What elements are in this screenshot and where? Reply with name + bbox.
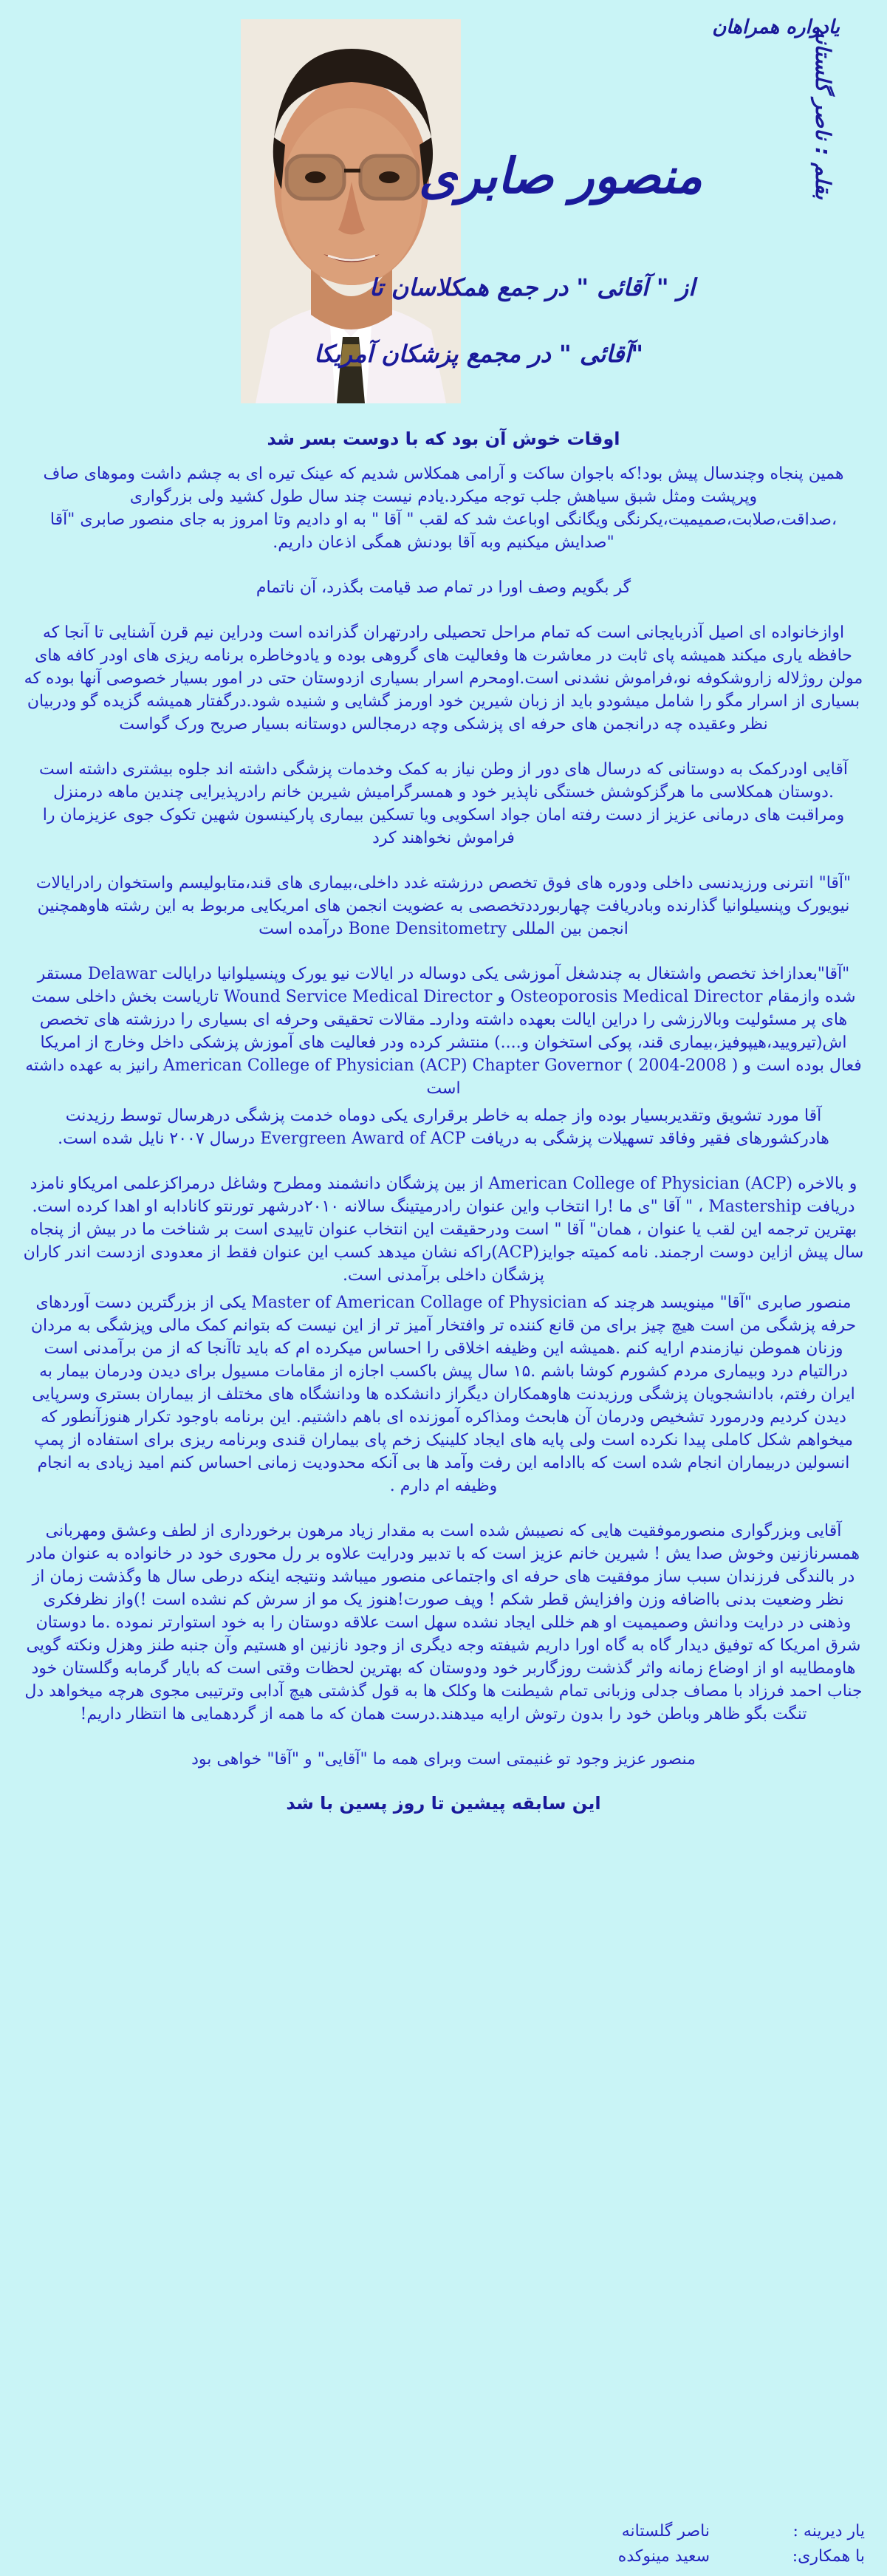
paragraph: همین پنجاه وچندسال پیش بود!که باجوان ساکت و آرامی همکلاس شدیم که عینک تیره ای به چشم داشت وموهای صاف وپرپشت ومثل شبق سیاهش جلب توجه میکرد.یادم نیست چند سال طول کشید ولی بزرگواری ،صداقت،صلابت،صمیمیت،یکرنگی ویگانگی اوباعث شد که لقب " آقا " به او دادیم وتا امروز به جای منصور صابری "آقا "صدایش میکنیم وبه آقا بودنش همگی اذعان داریم. bbox=[43, 465, 844, 552]
subtitle-line-2: "آقائی " در مجمع پزشکان آمریکا bbox=[314, 340, 643, 368]
article-body bbox=[22, 428, 865, 1824]
signature-role: با همکاری: bbox=[792, 2547, 865, 2566]
paragraph: و بالاخره American College of Physician (ACP) از بین پزشگان دانشمند ومطرح وشاغل درمراکزعلمی امریکاو نامزد دریافت Mastership ، " آقا "ی ما !را انتخاب واین عنوان رادرمیتینگ سالانه ۲۰۱۰درشهر تورنتو کانادابه او اهدا کرده است. بهترین ترجمه این لقب یا عنوان ، همان" آقا " است ودرحقیقت این انتخاب عنوان تاییدی است بر شناخت ما در بیش از پنجاه سال پیش ازاین دوست ارجمند. نامه کمیته جوایز(ACP)راکه نشان میدهد کسب این عنوان فقط از معدودی ازدست اندر کاران پزشگان داخلی برآمدنی است. bbox=[23, 1175, 864, 1285]
signature-row bbox=[481, 2519, 865, 2544]
paragraph: آقایی وبزرگواری منصورموفقیت هایی که نصیبش شده است به مقدار زیاد مرهون برخورداری از لطف وعشق ومهربانی همسرنازنین وخوش صدا یش ! شیرین خانم عزیز است که با تدبیر ودرایت علاوه بر رل محوری خود در خانواده به عنوان مادر در بالندگی فرزندان سبب ساز موفقیت های حرفه ای واجتماعی منصور میباشد ونتیجه اینکه درطی سال ها وگذشت زمان از نظر وضعیت بدنی بااضافه وزن وافزایش قطر شکم ! وپف صورت!هنوز یک مو از سرش کم نشده است !)واز نظرفکری وذهنی در درایت ودانش وصمیمیت او هم خللی ایجاد نشده سهل است علاقه دوستان را به خود استوارتر نموده .ما دوستان شرق امریکا که توفیق دیدار گاه به گاه اورا داریم شیفته وجه دیگری از وجود نازنین او هستیم وآن جنبه طنز وهزل ونکته گویی هاومطایبه او از اوضاع زمانه واثر گذشت روزگاربر خود ودوستان که بهترین لحظات وقتی است که بایار گرمابه وگلستان خود جناب احمد فرزاد با مصاف جدلی وزبانی تمام شیطنت ها وکلک ها به قول گذشتی هیچ آدابی وترتیبی مجوی هرچه میخواهد دل تنگت بگو ظاهر وباطن خود را بدون رتوش ارایه میدهند.درست همان که ما همه از گردهمایی ها انتظار داریم! bbox=[24, 1522, 863, 1723]
article-title: اوقات خوش آن بود که با دوست بسر شد bbox=[267, 428, 620, 449]
poem-verse: گر بگویم وصف اورا در تمام صد قیامت بگذرد، آن ناتمام bbox=[256, 578, 631, 597]
paragraph: "آقا"بعدازاخذ تخصص واشتغال به چندشغل آموزشی یکی دوساله در ایالات نیو یورک وپنسیلوانیا درایالت Delawar مستقر شده وازمقام Osteoporosis Medical Director و Wound Service Medical Director تارياست بخش داخلی سمت های پر مسئولیت وبالارزشی را دراین ایالت بعهده داشته وداردـ مقالات تحقیقی وحرفه ای بسیاری را درزشته های تخصص اش(تیرویید،هیپوفیز،بیماری قند، پوکی استخوان و....) منتشر کرده ودر فعالیت های آموزش پزشکی داخل وخارج از امریکا فعال بوده است و American College of Physician (ACP) Chapter Governor ( 2004-2008 ) رانیز به عهده داشته است bbox=[25, 965, 862, 1098]
paragraph: آقا مورد تشویق وتقدیربسیار بوده واز جمله به خاطر برقراری یکی دوماه خدمت پزشگی درهرسال توسط رزیدنت هادرکشورهای فقیر وفاقد تسهیلات پزشگی به دریافت Evergreen Award of ACP درسال ۲۰۰۷ نایل شده است. bbox=[58, 1107, 829, 1148]
signature-row bbox=[481, 2544, 865, 2569]
paragraph: "آقا" انترنی ورزیدنسی داخلی ودوره های فوق تخصص درزشته غدد داخلی،بیماری های قند،متابولیسم واستخوان رادرایالات نیویورک وپنسیلوانیا گذارنده وبادریافت چهاربورددتخصصی به عضویت انجمن های امریکایی مربوط به این رشته هاوهمچنین انجمن بین المللی Bone Densitometry درآمده است bbox=[35, 874, 852, 938]
series-label: یادواره همراهان bbox=[712, 16, 840, 38]
closing-line: منصور عزیز وجود تو غنیمتی است وبرای همه ما "آقایی" و "آقا" خواهی بود bbox=[191, 1750, 696, 1769]
signature-name: سعید مینوکده bbox=[617, 2547, 710, 2566]
paragraph: اوازخانواده ای اصیل آذربایجانی است که تمام مراحل تحصیلی رادرتهران گذرانده است ودراین نیم قرن آشنایی تا آنجا که حافظه یاری میکند همیشه پای ثابت در معاشرت ها وفعالیت های گروهی بوده و یادوخاطره برنامه ریزی های اودر کافه های مولن روژلاله زاروشکوفه نو،فراموش نشدنی است.اومحرم اسرار بسیاری ازدوستان حتی در امور بسیار خصوصی آنها بوده که بسیاری از اسرار مگو را شامل میشودو باید از زبان شیرین خود اورمز گشایی و شنیده شود.درگفتار همیشه گزیده گو ودربیان نظر وعقیده چه درانجمن های حرفه ای پزشکی وچه درمجالس دوستانه بسیار صریح ورک گواست bbox=[24, 623, 863, 734]
paragraph: آقایی اودرکمک به دوستانی که درسال های دور از وطن نیاز به کمک وخدمات پزشگی داشته اند جلوه بیشتری داشته است .دوستان همکلاسی ما هرگزکوشش خستگی ناپذیر خود و همسرگرامیش شیرین خانم رادرپذیرایی چندین ماهه درمنزل ومراقبت های درمانی عزیز از دست رفته امان جواد اسکویی ویا تسکین بیماری پارکینسون شهین تکوک جوی عزیزمان را فراموش نخواهند کرد bbox=[39, 760, 848, 847]
closing-title: این سابقه پیشین تا روز پسین با شد bbox=[286, 1793, 601, 1814]
author-name: منصور صابری bbox=[418, 148, 702, 205]
signature-role: یار دیرینه : bbox=[792, 2522, 865, 2541]
paragraph: منصور صابری "آقا" مینویسد هرچند که Master of American Collage of Physician یکی از بزرگترین دست آوردهای حرفه پزشگی من است هیچ چیز برای من قانع کننده تر وافتخار آمیز تر از این نیست که بتوانم کمک مالی وپزشگی به مردان وزنان هموطن نیازمندم ارایه کنم .همیشه این وظیفه اخلاقی را احساس میکرده ام که باید تاآنجا که از من برآمدنی است درالتیام درد وبیماری مردم کشورم کوشا باشم .۱۵ سال پیش باکسب اجازه از مقامات مسیول برای دیدن ودرمان بیمار به ایران رفتم، بادانشجویان پزشگی ورزیدنت هاوهمکاران دیگراز دانشکده ها ودانشگاه های مختلف از بیماران بستری وسرپایی دیدن کردیم ودرمورد تشخیص ودرمان آن هابحث ومذاکره آموزنده ای باهم داشتیم. این برنامه باوجود تکرار هنوزآنطور که میخواهم شکل کاملی پیدا نکرده است ولی پایه های ایجاد کلینیک زخم پای بیماران قندی وبرنامه ریزی برای استفاده از پمپ انسولین دربیماران انجام شده است که باادامه این رفت وآمد ها بی آنکه محدودیت زمانی احساس کنم امید زیادی به انجام وظیفه ام دارم . bbox=[30, 1294, 857, 1495]
subtitle-line-1: از " آقائی " در جمع همکلاسان تا bbox=[369, 273, 695, 301]
byline: بقلم : ناصر گلستانه bbox=[811, 27, 835, 199]
signature-block bbox=[481, 2519, 865, 2569]
signature-name: ناصر گلستانه bbox=[621, 2522, 710, 2541]
byline-container bbox=[791, 27, 835, 318]
